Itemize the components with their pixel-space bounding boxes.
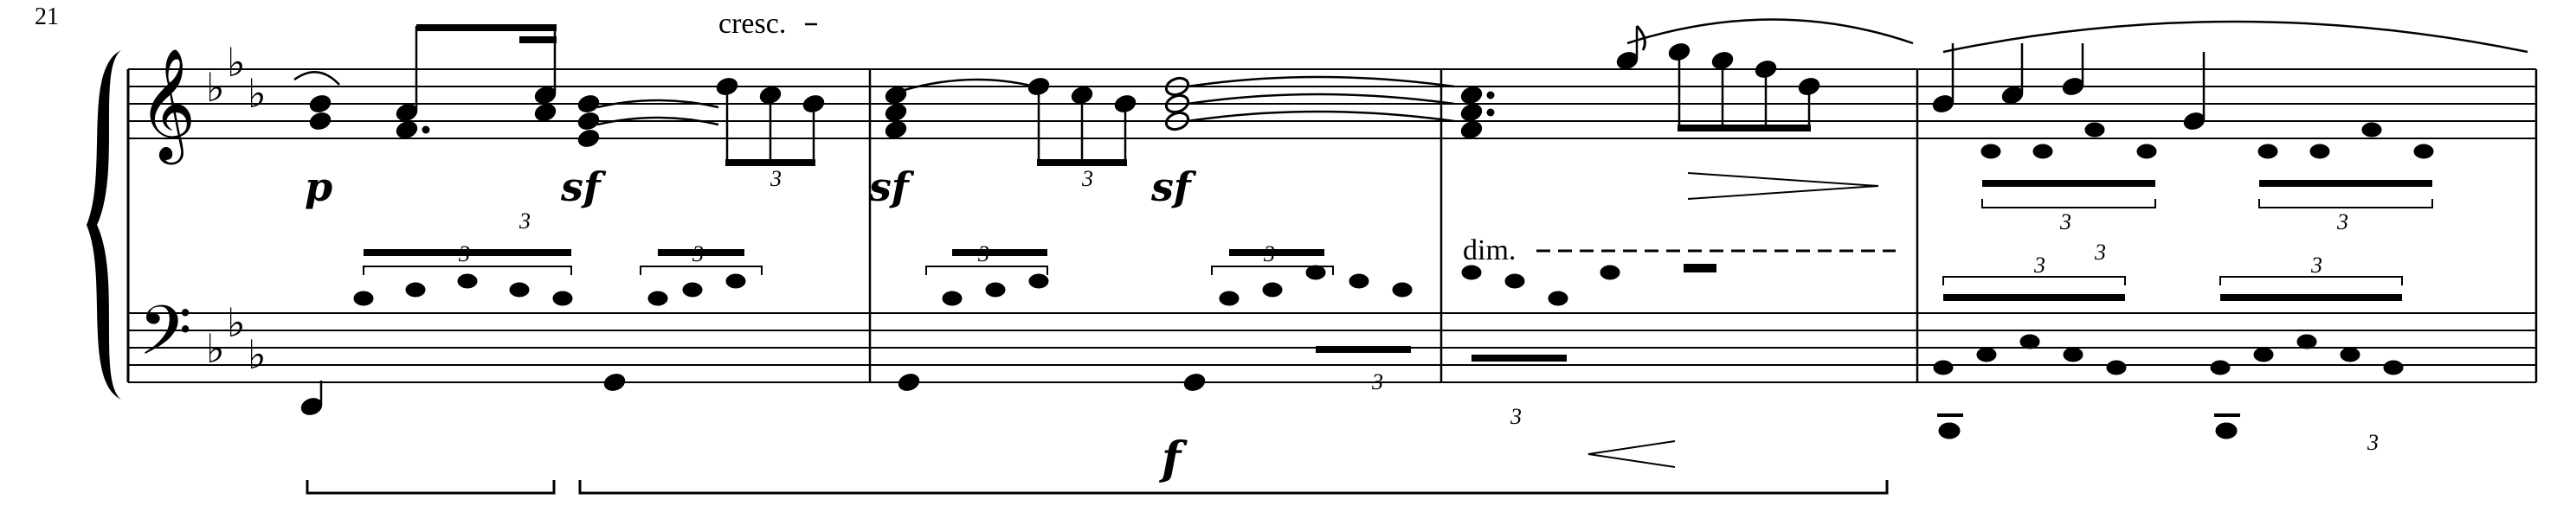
tuplet-number: 3 [692, 241, 704, 266]
tuplet-number: 3 [2337, 209, 2348, 234]
decrescendo-hairpin [1688, 173, 1878, 199]
svg-text:♭: ♭ [248, 331, 267, 378]
bass-clef: 𝄢 [138, 291, 192, 388]
tuplet-numbers [458, 166, 2379, 455]
crescendo-hairpin [1588, 441, 1675, 467]
barlines [870, 69, 2536, 382]
tuplet-number: 3 [2060, 209, 2071, 234]
svg-text:♭: ♭ [206, 325, 225, 372]
tuplet-number: 3 [2367, 430, 2379, 455]
dynamic-sf: sf [869, 163, 909, 210]
tuplet-number: 3 [519, 208, 531, 234]
tuplet-number: 3 [770, 166, 782, 191]
dynamic-f: f [1162, 432, 1182, 485]
tuplet-number: 3 [1372, 369, 1383, 394]
dynamic-sf: sf [561, 163, 601, 210]
tuplet-number: 3 [2095, 240, 2106, 265]
dim-marking: dim. [1463, 234, 1517, 266]
svg-text:♭: ♭ [206, 64, 225, 111]
dynamics [305, 163, 1197, 485]
treble-clef: 𝄞 [138, 48, 196, 160]
svg-text:♭: ♭ [227, 299, 246, 346]
tuplet-number: 3 [2034, 253, 2045, 278]
pedal-brackets [307, 480, 1887, 493]
tuplet-number: 3 [459, 241, 470, 266]
tuplet-brackets [364, 199, 2432, 285]
grand-staff-brace [87, 50, 121, 400]
tuplet-number: 3 [1510, 404, 1522, 429]
tuplet-number: 3 [1082, 166, 1093, 191]
tuplet-number: 3 [1264, 241, 1275, 266]
tuplet-number: 3 [2311, 253, 2322, 278]
svg-text:♭: ♭ [227, 39, 246, 86]
treble-staff [128, 69, 2536, 138]
svg-text:♭: ♭ [248, 70, 267, 117]
dynamic-sf: sf [1151, 163, 1191, 210]
cresc-marking: cresc. [718, 8, 787, 40]
measure-number: 21 [35, 3, 59, 30]
tuplet-number: 3 [978, 241, 989, 266]
bass-key-signature [206, 299, 267, 378]
dynamic-p: p [305, 163, 333, 210]
treble-key-signature [206, 39, 267, 117]
